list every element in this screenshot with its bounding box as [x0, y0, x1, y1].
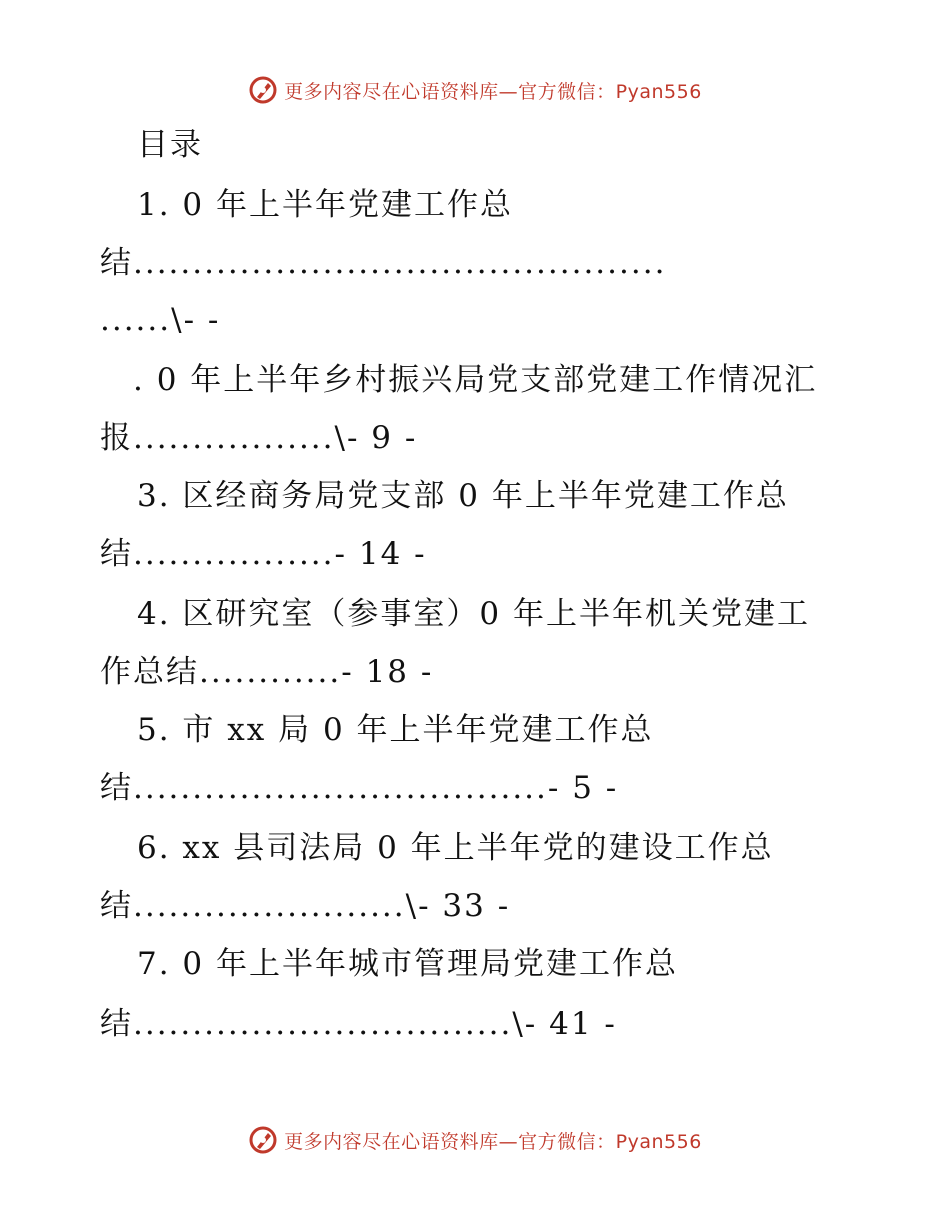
toc-line: 结................................\- 41 -	[100, 1006, 617, 1042]
toc-line: . 0 年上半年乡村振兴局党支部党建工作情况汇	[133, 362, 818, 398]
toc-line: 5. 市 xx 局 0 年上半年党建工作总	[137, 712, 654, 748]
toc-line: 3. 区经商务局党支部 0 年上半年党建工作总	[137, 478, 789, 514]
footer-watermark	[0, 1120, 950, 1160]
toc-line: 1. 0 年上半年党建工作总	[137, 187, 514, 223]
toc-line: 7. 0 年上半年城市管理局党建工作总	[137, 946, 679, 982]
toc-line: 4. 区研究室（参事室）0 年上半年机关党建工	[137, 596, 811, 632]
watermark-text: 更多内容尽在心语资料库—官方微信：Pyan556	[284, 80, 702, 103]
toc-line: 结.............................................	[100, 245, 667, 281]
toc-line: ......\- -	[100, 302, 221, 338]
toc-line: 作总结............- 18 -	[100, 654, 434, 690]
toc-line: 结...................................- 5 -	[100, 770, 619, 806]
pen-logo-icon	[248, 1125, 278, 1155]
watermark-text: 更多内容尽在心语资料库—官方微信：Pyan556	[284, 1130, 702, 1153]
toc-line: 结.................- 14 -	[100, 536, 427, 572]
toc-line: 结.......................\- 33 -	[100, 888, 511, 924]
toc-line: 报.................\- 9 -	[100, 420, 418, 456]
toc-heading: 目录	[137, 127, 203, 163]
header-watermark	[0, 70, 950, 110]
pen-logo-icon	[248, 75, 278, 105]
toc-line: 6. xx 县司法局 0 年上半年党的建设工作总	[137, 830, 774, 866]
